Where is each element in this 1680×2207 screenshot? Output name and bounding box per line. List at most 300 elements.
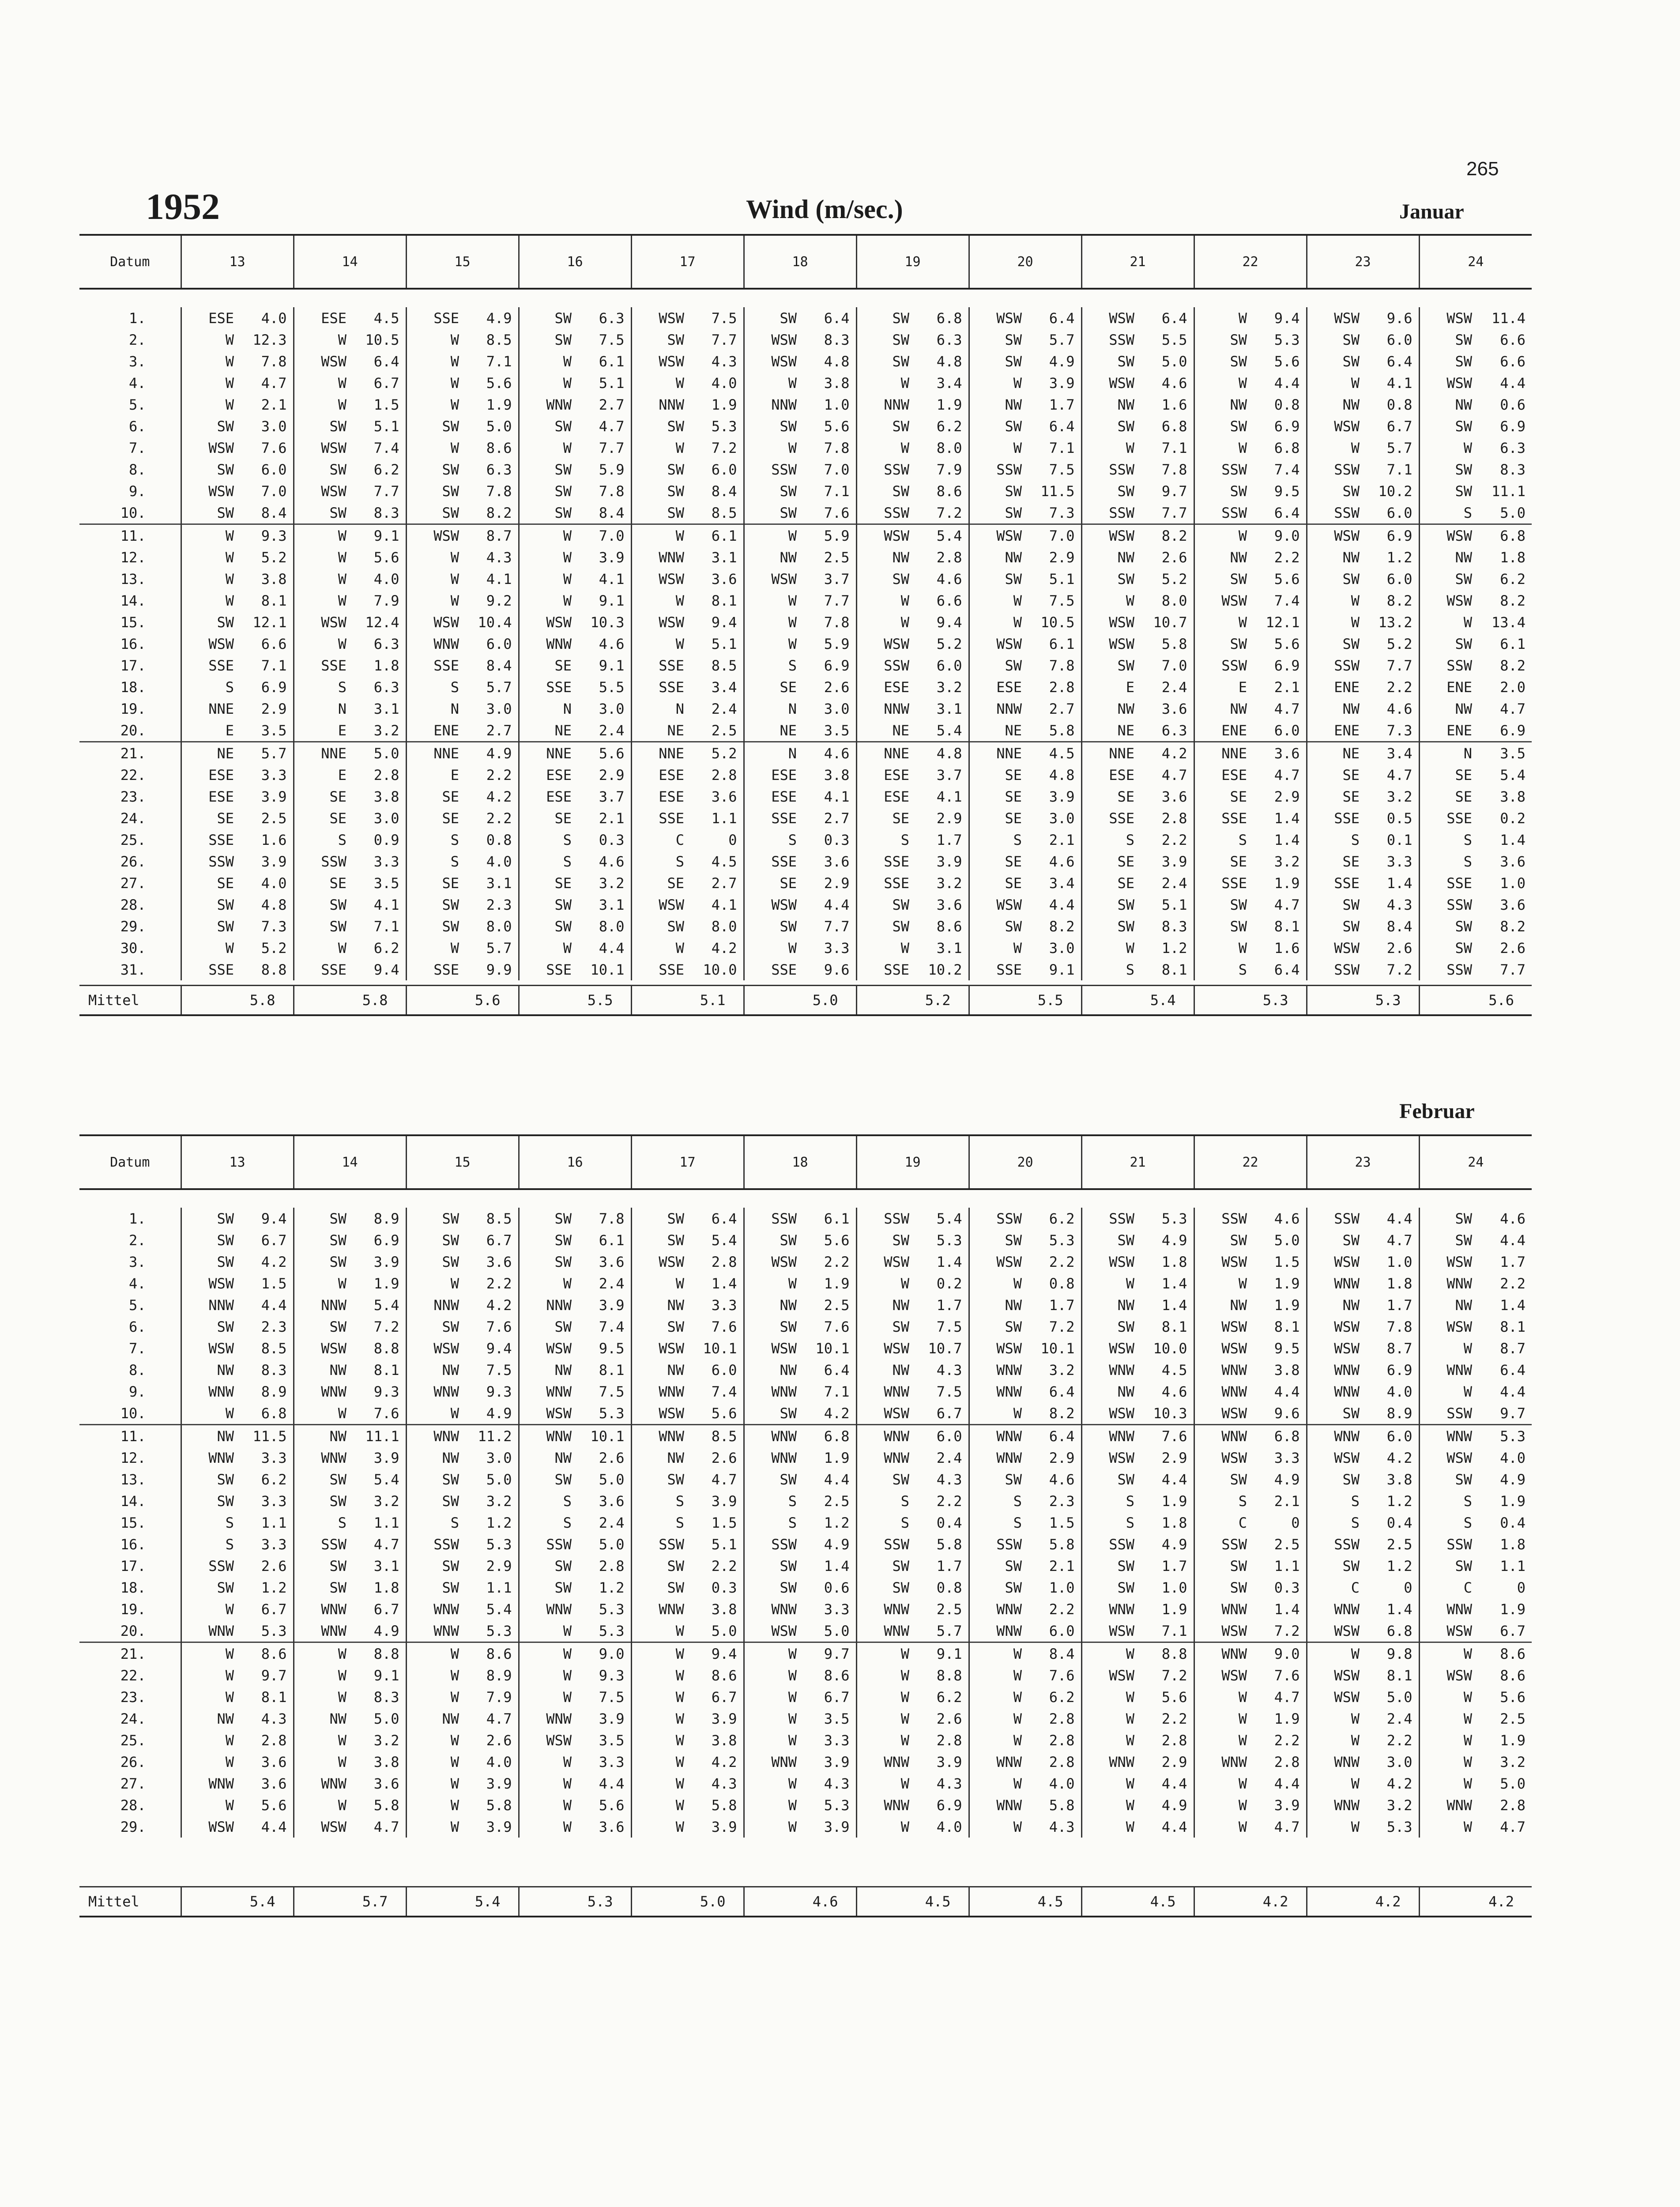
day-cell: 10. — [120, 1405, 146, 1422]
wind-direction: W — [631, 1665, 689, 1686]
wind-speed: 5.3 — [486, 1622, 512, 1639]
wind-direction: W — [406, 1665, 463, 1686]
wind-direction: SE — [1307, 851, 1364, 872]
year-heading: 1952 — [146, 186, 220, 227]
wind-speed: 5.6 — [486, 374, 512, 392]
wind-speed: 4.8 — [1049, 766, 1075, 783]
wind-speed: 3.9 — [1161, 853, 1187, 870]
wind-speed: 5.6 — [1274, 570, 1300, 588]
wind-direction: W — [856, 937, 914, 959]
wind-speed: 4.3 — [936, 1361, 962, 1378]
wind-direction: SW — [181, 1208, 238, 1229]
wind-speed: 4.4 — [1161, 1775, 1187, 1792]
wind-direction: SW — [1307, 480, 1364, 502]
wind-direction: SSE — [1081, 807, 1139, 829]
wind-direction: SW — [406, 1555, 463, 1577]
wind-direction: SW — [1081, 1555, 1139, 1577]
wind-direction: NW — [744, 1294, 801, 1316]
wind-direction: W — [1194, 1708, 1251, 1729]
wind-direction: NNW — [969, 698, 1026, 719]
wind-speed: 5.3 — [1386, 1818, 1413, 1835]
wind-speed: 4.7 — [373, 1818, 399, 1835]
wind-speed: 8.6 — [711, 1667, 737, 1684]
wind-speed: 4.5 — [1026, 742, 1081, 765]
wind-direction: C — [1194, 1512, 1251, 1533]
wind-direction: SW — [181, 1577, 238, 1598]
wind-direction: SE — [744, 872, 801, 894]
wind-direction: S — [856, 1490, 914, 1512]
wind-speed: 2.7 — [1049, 700, 1075, 717]
wind-direction: SW — [406, 1208, 463, 1229]
wind-direction: W — [631, 1273, 689, 1294]
wind-speed: 2.2 — [1274, 1732, 1300, 1749]
wind-speed: 10.1 — [703, 1340, 737, 1357]
wind-direction: NW — [856, 1294, 914, 1316]
wind-speed: 5.1 — [711, 635, 737, 652]
wind-direction: SW — [181, 502, 238, 524]
wind-speed: 6.4 — [1274, 961, 1300, 978]
wind-direction: WSW — [744, 1337, 801, 1359]
wind-speed: 4.9 — [486, 1405, 512, 1422]
wind-direction: S — [1419, 851, 1477, 872]
wind-direction: SW — [1419, 459, 1477, 480]
day-cell: 16. — [120, 1536, 146, 1553]
table-row — [79, 611, 1532, 633]
wind-direction: SW — [294, 894, 351, 915]
wind-direction: NE — [631, 719, 689, 742]
wind-direction: S — [969, 829, 1026, 851]
wind-direction: WSW — [1307, 1447, 1364, 1469]
wind-speed: 3.9 — [1049, 374, 1075, 392]
wind-speed: 6.0 — [261, 461, 287, 478]
wind-speed: 7.8 — [599, 482, 625, 500]
wind-speed: 8.2 — [486, 504, 512, 521]
wind-direction: SE — [519, 872, 576, 894]
wind-direction: WNW — [1307, 1425, 1364, 1447]
wind-direction: SW — [294, 1229, 351, 1251]
wind-speed: 7.0 — [261, 482, 287, 500]
wind-speed: 8.1 — [1161, 961, 1187, 978]
wind-speed: 8.9 — [261, 1383, 287, 1400]
wind-speed: 13.4 — [1491, 614, 1526, 631]
wind-direction: W — [406, 394, 463, 415]
wind-direction: W — [294, 1642, 351, 1665]
wind-speed: 0.8 — [1274, 396, 1300, 413]
wind-speed: 8.1 — [373, 1361, 399, 1378]
wind-speed: 8.5 — [689, 1425, 744, 1447]
hour-header: 19 — [856, 1135, 969, 1189]
wind-direction: SW — [744, 915, 801, 937]
wind-direction: SSE — [1194, 872, 1251, 894]
wind-speed: 8.8 — [936, 1667, 962, 1684]
wind-direction: SW — [1081, 350, 1139, 372]
wind-direction: S — [631, 851, 689, 872]
wind-speed: 2.2 — [1386, 678, 1413, 696]
wind-direction: WSW — [1194, 1316, 1251, 1337]
wind-speed: 3.6 — [1500, 896, 1526, 913]
wind-direction: W — [1081, 937, 1139, 959]
wind-speed: 3.1 — [373, 700, 399, 717]
wind-speed: 5.6 — [824, 1232, 850, 1249]
wind-speed: 5.2 — [936, 635, 962, 652]
wind-speed: 7.5 — [936, 1383, 962, 1400]
wind-speed: 3.5 — [599, 1732, 625, 1749]
wind-direction: WSW — [744, 1251, 801, 1273]
wind-direction: NNW — [406, 1294, 463, 1316]
wind-direction: W — [1194, 372, 1251, 394]
wind-direction: S — [181, 1533, 238, 1555]
wind-direction: WNW — [969, 1620, 1026, 1642]
wind-direction: WSW — [1194, 1447, 1251, 1469]
wind-speed: 9.4 — [373, 961, 399, 978]
wind-direction: N — [294, 698, 351, 719]
wind-speed: 5.6 — [1500, 1688, 1526, 1706]
wind-speed: 1.7 — [1049, 396, 1075, 413]
wind-direction: SW — [856, 1229, 914, 1251]
wind-speed: 8.4 — [711, 482, 737, 500]
wind-speed: 7.8 — [1049, 657, 1075, 674]
wind-direction: C — [1419, 1577, 1477, 1598]
wind-speed: 2.5 — [824, 1492, 850, 1510]
month-label-januar: Januar — [1399, 200, 1464, 223]
wind-speed: 6.1 — [1049, 635, 1075, 652]
wind-direction: W — [294, 1273, 351, 1294]
wind-speed: 8.1 — [1386, 1667, 1413, 1684]
wind-direction: WSW — [1194, 1620, 1251, 1642]
wind-direction: SSE — [519, 676, 576, 698]
wind-speed: 2.9 — [1161, 1449, 1187, 1466]
wind-speed: 4.5 — [711, 853, 737, 870]
wind-speed: 1.9 — [1161, 1601, 1187, 1618]
wind-speed: 3.4 — [1049, 874, 1075, 892]
wind-direction: W — [631, 1686, 689, 1708]
day-cell: 18. — [120, 1579, 146, 1596]
wind-direction: W — [1419, 1642, 1477, 1665]
wind-direction: NW — [294, 1708, 351, 1729]
wind-direction: W — [1307, 1816, 1364, 1838]
wind-direction: SW — [519, 1555, 576, 1577]
wind-direction: SE — [294, 807, 351, 829]
mittel-value: 4.5 — [969, 1887, 1081, 1917]
wind-speed: 4.7 — [1274, 766, 1300, 783]
wind-speed: 1.1 — [711, 810, 737, 827]
wind-speed: 3.7 — [824, 570, 850, 588]
wind-speed: 1.9 — [824, 1449, 850, 1466]
wind-direction: S — [294, 829, 351, 851]
wind-direction: WNW — [294, 1598, 351, 1620]
wind-speed: 1.9 — [1500, 1732, 1526, 1749]
wind-direction: SE — [294, 786, 351, 807]
wind-speed: 8.2 — [1500, 918, 1526, 935]
wind-speed: 5.0 — [1386, 1688, 1413, 1706]
wind-speed: 2.9 — [936, 810, 962, 827]
wind-speed: 8.6 — [936, 918, 962, 935]
wind-speed: 2.8 — [1049, 1710, 1075, 1727]
wind-speed: 8.7 — [1386, 1340, 1413, 1357]
wind-direction: SW — [1194, 915, 1251, 937]
wind-direction: SW — [744, 1402, 801, 1425]
wind-speed: 2.8 — [1274, 1753, 1300, 1770]
wind-direction: SW — [519, 1469, 576, 1490]
wind-speed: 4.1 — [824, 788, 850, 805]
wind-direction: S — [294, 1512, 351, 1533]
wind-direction: W — [744, 1729, 801, 1751]
wind-speed: 4.0 — [486, 853, 512, 870]
wind-direction: SW — [294, 1251, 351, 1273]
wind-speed: 7.8 — [599, 1210, 625, 1227]
wind-direction: WNW — [744, 1751, 801, 1773]
wind-speed: 11.4 — [1491, 309, 1526, 327]
wind-speed: 4.4 — [824, 1471, 850, 1488]
wind-speed: 7.6 — [824, 1318, 850, 1335]
wind-speed: 7.7 — [1386, 657, 1413, 674]
wind-speed: 5.7 — [486, 939, 512, 957]
table-row — [79, 807, 1532, 829]
wind-direction: WNW — [294, 1447, 351, 1469]
wind-speed: 6.0 — [1386, 504, 1413, 521]
wind-direction: E — [1194, 676, 1251, 698]
wind-direction: WSW — [856, 633, 914, 655]
wind-speed: 1.9 — [486, 396, 512, 413]
wind-direction: NW — [1419, 1294, 1477, 1316]
wind-direction: W — [1419, 1729, 1477, 1751]
table-row — [79, 1773, 1532, 1794]
wind-direction: W — [1419, 1337, 1477, 1359]
wind-direction: WSW — [1081, 1447, 1139, 1469]
wind-direction: W — [1419, 1773, 1477, 1794]
wind-direction: N — [406, 698, 463, 719]
wind-speed: 7.4 — [711, 1383, 737, 1400]
day-cell: 4. — [128, 374, 146, 392]
wind-speed: 8.6 — [463, 1642, 519, 1665]
wind-direction: W — [1194, 437, 1251, 459]
wind-speed: 2.8 — [1049, 678, 1075, 696]
wind-speed: 1.6 — [1274, 939, 1300, 957]
wind-direction: W — [856, 1816, 914, 1838]
wind-speed: 5.8 — [936, 1536, 962, 1553]
wind-direction: SW — [1194, 1555, 1251, 1577]
wind-speed: 8.3 — [261, 1361, 287, 1378]
wind-speed: 9.2 — [486, 592, 512, 609]
table-row — [79, 1381, 1532, 1402]
wind-speed: 3.5 — [373, 874, 399, 892]
wind-speed: 4.7 — [261, 374, 287, 392]
wind-direction: W — [294, 590, 351, 611]
wind-speed: 5.3 — [1477, 1425, 1532, 1447]
wind-speed: 1.5 — [261, 1275, 287, 1292]
wind-speed: 1.8 — [373, 657, 399, 674]
wind-speed: 7.1 — [1161, 439, 1187, 456]
wind-direction: WNW — [181, 1620, 238, 1642]
table-row — [79, 1402, 1532, 1425]
wind-direction: NNE — [1081, 742, 1139, 765]
wind-speed: 4.2 — [711, 939, 737, 957]
wind-direction: SW — [294, 415, 351, 437]
wind-direction: SW — [1081, 568, 1139, 590]
wind-direction: WSW — [856, 1337, 914, 1359]
wind-speed: 5.6 — [1161, 1688, 1187, 1706]
wind-speed: 5.7 — [238, 742, 294, 765]
wind-direction: SE — [969, 764, 1026, 786]
wind-direction: W — [631, 590, 689, 611]
wind-direction: S — [744, 1490, 801, 1512]
wind-direction: WNW — [519, 1598, 576, 1620]
wind-speed: 3.3 — [711, 1296, 737, 1314]
wind-direction: W — [631, 633, 689, 655]
wind-speed: 6.0 — [936, 657, 962, 674]
table-row — [79, 459, 1532, 480]
wind-speed: 9.7 — [801, 1642, 856, 1665]
wind-speed: 1.4 — [711, 1275, 737, 1292]
wind-speed: 4.4 — [1161, 1471, 1187, 1488]
wind-speed: 5.1 — [1161, 896, 1187, 913]
wind-direction: SW — [1194, 350, 1251, 372]
wind-speed: 3.3 — [261, 1449, 287, 1466]
wind-speed: 5.8 — [711, 1796, 737, 1814]
wind-speed: 5.6 — [373, 549, 399, 566]
table-row — [79, 568, 1532, 590]
wind-speed: 4.4 — [1500, 1383, 1526, 1400]
wind-direction: WSW — [1194, 1337, 1251, 1359]
wind-direction: SW — [1307, 915, 1364, 937]
wind-speed: 9.1 — [599, 592, 625, 609]
wind-speed: 5.6 — [261, 1796, 287, 1814]
wind-direction: W — [294, 633, 351, 655]
wind-direction: WSW — [969, 1251, 1026, 1273]
wind-direction: ESE — [631, 764, 689, 786]
wind-direction: SW — [181, 1229, 238, 1251]
wind-speed: 4.4 — [1161, 1818, 1187, 1835]
wind-speed: 2.9 — [1274, 788, 1300, 805]
wind-speed: 7.6 — [711, 1318, 737, 1335]
wind-speed: 10.1 — [590, 961, 625, 978]
wind-direction: W — [1081, 590, 1139, 611]
table-row — [79, 915, 1532, 937]
wind-direction: NW — [1419, 394, 1477, 415]
wind-direction: W — [856, 590, 914, 611]
wind-speed: 6.7 — [373, 1601, 399, 1618]
wind-direction: SW — [856, 329, 914, 350]
wind-direction: SW — [1419, 633, 1477, 655]
wind-direction: SW — [856, 1469, 914, 1490]
wind-direction: SSW — [856, 655, 914, 676]
wind-speed: 3.9 — [373, 1253, 399, 1270]
wind-speed: 7.3 — [261, 918, 287, 935]
wind-direction: S — [631, 1490, 689, 1512]
wind-speed: 11.5 — [238, 1425, 294, 1447]
wind-speed: 4.0 — [261, 309, 287, 327]
wind-speed: 1.4 — [1500, 1296, 1526, 1314]
wind-speed: 7.8 — [486, 482, 512, 500]
wind-speed: 4.4 — [1049, 896, 1075, 913]
wind-speed: 4.9 — [1161, 1796, 1187, 1814]
day-cell: 28. — [120, 896, 146, 913]
wind-direction: WSW — [1307, 1620, 1364, 1642]
wind-direction: SW — [969, 480, 1026, 502]
wind-speed: 5.4 — [373, 1471, 399, 1488]
wind-speed: 5.8 — [373, 1796, 399, 1814]
wind-direction: W — [744, 437, 801, 459]
wind-direction: W — [1081, 1794, 1139, 1816]
wind-speed: 4.7 — [1274, 896, 1300, 913]
wind-speed: 3.8 — [824, 374, 850, 392]
wind-speed: 2.2 — [1049, 1253, 1075, 1270]
wind-direction: S — [519, 851, 576, 872]
wind-speed: 5.0 — [1274, 1232, 1300, 1249]
wind-direction: W — [519, 1620, 576, 1642]
wind-direction: NW — [1307, 394, 1364, 415]
wind-speed: 1.8 — [1161, 1514, 1187, 1531]
wind-speed: 0.5 — [1386, 810, 1413, 827]
wind-direction: WSW — [1081, 1251, 1139, 1273]
wind-direction: SW — [519, 894, 576, 915]
wind-speed: 6.4 — [1386, 353, 1413, 370]
wind-speed: 7.6 — [261, 439, 287, 456]
wind-speed: 2.4 — [1161, 678, 1187, 696]
wind-direction: NW — [406, 1359, 463, 1381]
wind-direction: SE — [1419, 764, 1477, 786]
wind-direction: WSW — [294, 1816, 351, 1838]
day-cell: 8. — [128, 1361, 146, 1378]
wind-speed: 2.6 — [711, 1449, 737, 1466]
wind-direction: NW — [1307, 698, 1364, 719]
wind-direction: W — [519, 1816, 576, 1838]
wind-direction: NW — [181, 1708, 238, 1729]
wind-speed: 9.1 — [599, 657, 625, 674]
table-row — [79, 1469, 1532, 1490]
wind-speed: 4.9 — [1161, 1232, 1187, 1249]
wind-direction: NW — [181, 1425, 238, 1447]
wind-speed: 5.0 — [824, 1622, 850, 1639]
wind-direction: SW — [1307, 894, 1364, 915]
wind-direction: S — [1194, 959, 1251, 980]
wind-speed: 1.6 — [1161, 396, 1187, 413]
wind-speed: 6.8 — [936, 309, 962, 327]
wind-speed: 2.2 — [486, 766, 512, 783]
wind-direction: SSW — [519, 1533, 576, 1555]
hour-header: 23 — [1307, 235, 1419, 289]
table-row — [79, 894, 1532, 915]
wind-direction: NW — [406, 1708, 463, 1729]
wind-speed: 2.2 — [1500, 1275, 1526, 1292]
wind-speed: 4.6 — [801, 742, 856, 765]
wind-speed: 4.7 — [1274, 700, 1300, 717]
wind-speed: 3.8 — [373, 788, 399, 805]
wind-speed: 9.3 — [238, 524, 294, 547]
wind-direction: SSE — [631, 807, 689, 829]
wind-direction: WSW — [631, 1251, 689, 1273]
wind-direction: W — [1307, 1708, 1364, 1729]
wind-direction: S — [744, 655, 801, 676]
mittel-value: 5.6 — [1419, 986, 1532, 1016]
wind-direction: W — [1307, 611, 1364, 633]
day-cell: 15. — [120, 1514, 146, 1531]
wind-direction: SE — [1307, 786, 1364, 807]
wind-speed: 8.0 — [1161, 592, 1187, 609]
wind-direction: W — [856, 372, 914, 394]
mittel-value: 5.4 — [406, 1887, 519, 1917]
day-cell: 29. — [120, 1818, 146, 1835]
wind-direction: SSE — [406, 307, 463, 329]
wind-speed: 8.7 — [1500, 1340, 1526, 1357]
wind-direction: WSW — [181, 1337, 238, 1359]
table-row — [79, 676, 1532, 698]
wind-speed: 7.8 — [261, 353, 287, 370]
wind-direction: SW — [1194, 1229, 1251, 1251]
wind-speed: 2.1 — [1049, 831, 1075, 848]
wind-speed: 3.2 — [1274, 853, 1300, 870]
wind-speed: 7.7 — [373, 482, 399, 500]
